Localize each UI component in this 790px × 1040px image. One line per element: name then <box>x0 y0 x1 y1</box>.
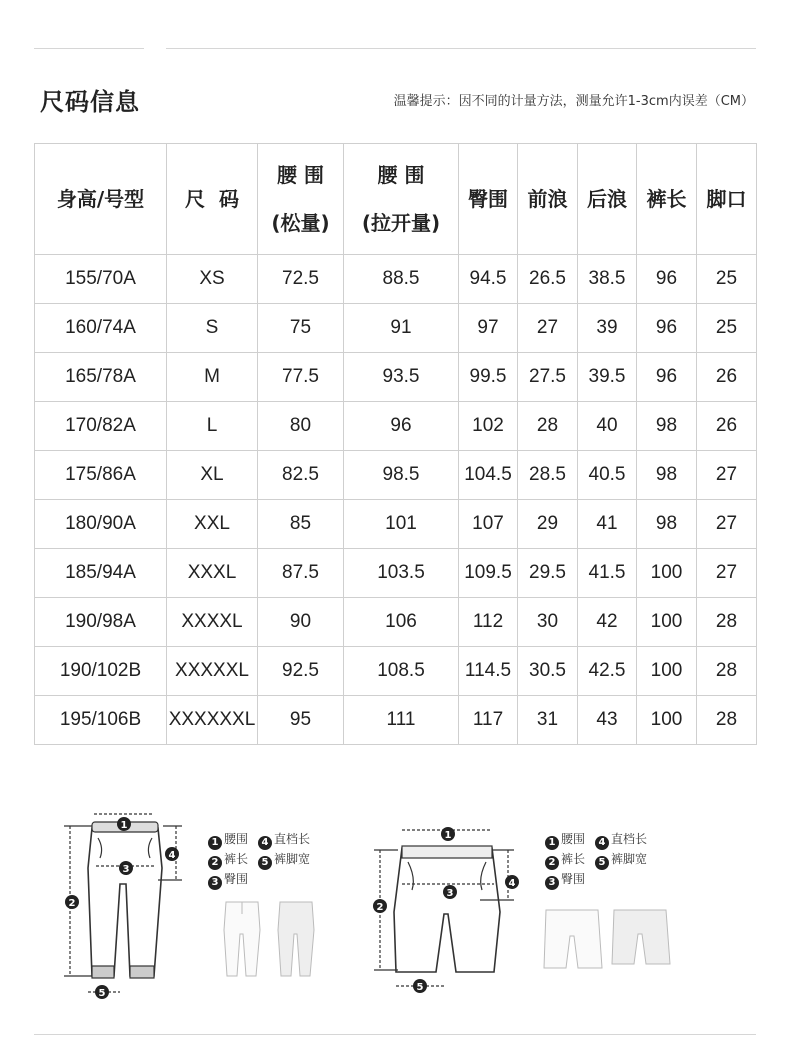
table-cell: 80 <box>258 402 344 451</box>
header-cell: 后浪 <box>578 144 637 255</box>
legend-shorts: 1 腰围 4 直档长 2 裤长 5 裤脚宽 3 臀围 <box>545 830 647 890</box>
table-row <box>35 500 757 549</box>
table-cell: 29.5 <box>518 549 578 598</box>
table-cell: 96 <box>344 402 459 451</box>
table-cell: 109.5 <box>459 549 518 598</box>
table-cell: 100 <box>637 647 697 696</box>
table-cell: 26 <box>697 402 757 451</box>
size-table <box>34 143 757 745</box>
table-cell: 98 <box>637 402 697 451</box>
table-cell: 97 <box>459 304 518 353</box>
table-cell: 98 <box>637 451 697 500</box>
table-cell: 100 <box>637 696 697 745</box>
table-row <box>35 402 757 451</box>
table-cell: 103.5 <box>344 549 459 598</box>
table-cell: 160/74A <box>35 304 167 353</box>
measurement-tip: 温馨提示：因不同的计量方法，测量允许1-3cm内误差（CM） <box>393 94 754 109</box>
svg-text:3: 3 <box>446 888 454 899</box>
svg-text:2: 2 <box>68 898 76 909</box>
table-cell: 195/106B <box>35 696 167 745</box>
table-row <box>35 451 757 500</box>
table-cell: 26 <box>697 353 757 402</box>
table-cell: 28 <box>697 696 757 745</box>
table-cell: 40 <box>578 402 637 451</box>
header-cell: 尺 码 <box>167 144 258 255</box>
pants-markers <box>65 817 179 999</box>
table-cell: 43 <box>578 696 637 745</box>
table-cell: XXXL <box>167 549 258 598</box>
table-cell: S <box>167 304 258 353</box>
header-cell: 腰 围 (松量) <box>258 144 344 255</box>
table-row <box>35 549 757 598</box>
table-cell: 108.5 <box>344 647 459 696</box>
table-cell: 190/102B <box>35 647 167 696</box>
table-cell: XXXXXL <box>167 647 258 696</box>
shorts-thumbnails <box>542 906 672 976</box>
table-cell: L <box>167 402 258 451</box>
svg-text:5: 5 <box>98 988 106 999</box>
table-cell: 30.5 <box>518 647 578 696</box>
svg-text:1: 1 <box>444 830 452 841</box>
table-row <box>35 255 757 304</box>
table-cell: 29 <box>518 500 578 549</box>
table-cell: XL <box>167 451 258 500</box>
table-row <box>35 647 757 696</box>
header-cell: 前浪 <box>518 144 578 255</box>
table-cell: 28 <box>697 647 757 696</box>
table-cell: XXL <box>167 500 258 549</box>
table-cell: 26.5 <box>518 255 578 304</box>
table-row <box>35 696 757 745</box>
table-cell: 95 <box>258 696 344 745</box>
table-cell: 27 <box>518 304 578 353</box>
table-cell: 185/94A <box>35 549 167 598</box>
table-cell: 41.5 <box>578 549 637 598</box>
table-cell: 100 <box>637 598 697 647</box>
svg-text:4: 4 <box>168 850 176 861</box>
table-cell: 27 <box>697 500 757 549</box>
table-row <box>35 304 757 353</box>
table-cell: 31 <box>518 696 578 745</box>
table-cell: 40.5 <box>578 451 637 500</box>
table-cell: 39 <box>578 304 637 353</box>
table-cell: 90 <box>258 598 344 647</box>
table-cell: 88.5 <box>344 255 459 304</box>
table-cell: 104.5 <box>459 451 518 500</box>
legend-long-pants: 1 腰围 4 直档长 2 裤长 5 裤脚宽 3 臀围 <box>208 830 310 890</box>
table-cell: 87.5 <box>258 549 344 598</box>
table-cell: 42.5 <box>578 647 637 696</box>
table-row <box>35 598 757 647</box>
table-cell: 39.5 <box>578 353 637 402</box>
table-cell: XXXXL <box>167 598 258 647</box>
svg-text:2: 2 <box>376 902 384 913</box>
table-cell: 102 <box>459 402 518 451</box>
table-cell: 27.5 <box>518 353 578 402</box>
shorts-diagram <box>368 822 524 996</box>
top-rule-left <box>34 48 144 49</box>
table-cell: 28 <box>518 402 578 451</box>
top-rule-right <box>166 48 756 49</box>
table-cell: 100 <box>637 549 697 598</box>
table-row <box>35 353 757 402</box>
table-cell: 28.5 <box>518 451 578 500</box>
table-cell: 30 <box>518 598 578 647</box>
header-cell: 脚口 <box>697 144 757 255</box>
table-cell: 92.5 <box>258 647 344 696</box>
long-pants-thumbnails <box>220 898 330 982</box>
table-cell: XXXXXXL <box>167 696 258 745</box>
header-cell: 身高/号型 <box>35 144 167 255</box>
table-cell: 77.5 <box>258 353 344 402</box>
table-cell: 180/90A <box>35 500 167 549</box>
table-cell: 25 <box>697 304 757 353</box>
table-cell: 112 <box>459 598 518 647</box>
table-cell: 41 <box>578 500 637 549</box>
table-cell: 155/70A <box>35 255 167 304</box>
table-cell: 96 <box>637 255 697 304</box>
table-cell: 114.5 <box>459 647 518 696</box>
table-cell: 99.5 <box>459 353 518 402</box>
svg-text:1: 1 <box>120 820 128 831</box>
svg-text:4: 4 <box>508 878 516 889</box>
table-cell: 96 <box>637 353 697 402</box>
table-cell: 106 <box>344 598 459 647</box>
table-cell: 98 <box>637 500 697 549</box>
table-cell: 85 <box>258 500 344 549</box>
table-cell: 96 <box>637 304 697 353</box>
table-cell: 98.5 <box>344 451 459 500</box>
table-cell: 42 <box>578 598 637 647</box>
table-cell: 170/82A <box>35 402 167 451</box>
svg-text:3: 3 <box>122 864 130 875</box>
table-cell: 25 <box>697 255 757 304</box>
table-cell: 190/98A <box>35 598 167 647</box>
table-cell: 93.5 <box>344 353 459 402</box>
table-header-row <box>35 144 757 255</box>
svg-text:5: 5 <box>416 982 424 993</box>
table-cell: M <box>167 353 258 402</box>
table-cell: 94.5 <box>459 255 518 304</box>
table-cell: 117 <box>459 696 518 745</box>
table-cell: 111 <box>344 696 459 745</box>
table-cell: 175/86A <box>35 451 167 500</box>
bottom-rule <box>34 1034 756 1035</box>
table-cell: 72.5 <box>258 255 344 304</box>
header-cell: 腰 围 (拉开量) <box>344 144 459 255</box>
header-cell: 裤长 <box>637 144 697 255</box>
table-cell: 75 <box>258 304 344 353</box>
table-cell: 107 <box>459 500 518 549</box>
table-cell: 27 <box>697 549 757 598</box>
header-cell: 臀围 <box>459 144 518 255</box>
table-cell: 165/78A <box>35 353 167 402</box>
table-cell: XS <box>167 255 258 304</box>
table-cell: 91 <box>344 304 459 353</box>
table-cell: 101 <box>344 500 459 549</box>
table-cell: 27 <box>697 451 757 500</box>
page-title: 尺码信息 <box>40 88 140 116</box>
table-cell: 38.5 <box>578 255 637 304</box>
table-cell: 82.5 <box>258 451 344 500</box>
table-cell: 28 <box>697 598 757 647</box>
long-pants-diagram <box>58 808 198 1000</box>
